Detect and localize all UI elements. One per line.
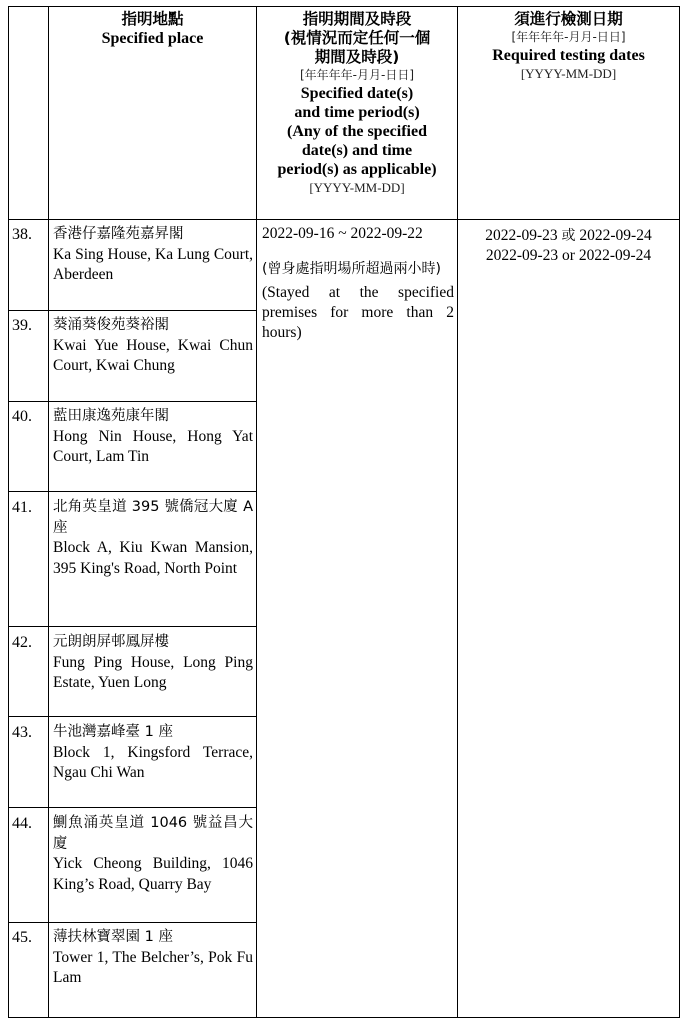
header-period-zh-2: (視情況而定任何一個 [283,29,431,47]
header-place-en: Specified place [101,30,204,47]
place-name-zh: 元朗朗屏邨鳳屏樓 [53,634,169,650]
header-period-en-3: (Any of the specified [287,123,427,140]
row-divider [8,807,257,808]
place-name-en: Yick Cheong Building, 1046 King’s Road, Quarry Bay [53,855,253,893]
header-testing-zh: 須進行檢測日期 [514,10,623,28]
row-divider [8,716,257,717]
row-number: 38. [12,226,32,243]
row-number: 39. [12,317,32,334]
place-name-zh: 牛池灣嘉峰臺 1 座 [53,724,173,740]
row-number: 44. [12,815,32,832]
table-row [49,315,256,377]
header-period-zh-1: 指明期間及時段 [302,10,412,28]
place-name-en: Block A, Kiu Kwan Mansion, 395 King's Road, North Point [53,539,253,577]
header-period-zh-3: 期間及時段) [314,48,400,66]
specified-period-cell [257,224,457,343]
place-name-en: Kwai Yue House, Kwai Chun Court, Kwai Chung [53,336,253,374]
table-row [49,406,256,468]
stay-note-zh: (曾身處指明場所超過兩小時) [262,261,441,277]
header-specified-place [49,10,256,48]
header-period-format-en: [YYYY-MM-DD] [309,180,405,195]
row-number: 45. [12,929,32,946]
place-name-en: Fung Ping House, Long Ping Estate, Yuen Long [53,653,253,691]
place-name-zh: 北角英皇道 395 號僑冠大廈 A 座 [53,499,253,536]
row-number: 40. [12,408,32,425]
header-period-en-5: period(s) as applicable) [277,161,437,178]
place-name-en: Hong Nin House, Hong Yat Court, Lam Tin [53,427,253,465]
column-divider-period [457,6,458,1018]
table-row [49,927,256,989]
header-place-zh: 指明地點 [121,10,184,28]
row-divider [8,626,257,627]
header-divider [8,219,680,220]
testing-notice-table [8,6,680,1018]
header-testing-format-zh: [年年年年-月月-日日] [511,30,626,44]
place-name-zh: 薄扶林寶翠園 1 座 [53,929,173,945]
header-testing-dates [458,10,679,82]
place-name-en: Block 1, Kingsford Terrace, Ngau Chi Wan [53,743,253,781]
row-divider [8,922,257,923]
place-name-zh: 葵涌葵俊苑葵裕閣 [53,317,169,333]
header-testing-en: Required testing dates [492,47,645,64]
header-period-en-4: date(s) and time [301,142,413,159]
row-number: 42. [12,634,32,651]
row-divider [8,401,257,402]
header-testing-format-en: [YYYY-MM-DD] [520,66,617,81]
place-name-zh: 香港仔嘉隆苑嘉昇閣 [53,226,184,242]
date-range: 2022-09-16 ~ 2022-09-22 [262,225,423,242]
row-number: 43. [12,724,32,741]
header-period-en-1: Specified date(s) [300,85,414,102]
table-row [49,722,256,784]
place-name-zh: 鰂魚涌英皇道 1046 號益昌大廈 [53,815,253,852]
row-divider [8,491,257,492]
place-name-en: Ka Sing House, Ka Lung Court, Aberdeen [53,245,253,283]
row-divider [8,310,257,311]
row-number: 41. [12,499,32,516]
place-name-zh: 藍田康逸苑康年閣 [53,408,169,424]
header-period-format-zh: [年年年年-月月-日日] [299,68,415,82]
place-name-en: Tower 1, The Belcher’s, Pok Fu Lam [53,948,253,986]
testing-date-first: 2022-09-23 [485,227,558,244]
stay-note-en: (Stayed at the specified premises for more than 2 hours) [262,284,454,341]
table-row [49,224,256,286]
header-period-en-2: and time period(s) [294,104,420,121]
header-specified-period [257,10,457,196]
required-testing-dates-cell [458,226,679,266]
testing-or-zh: 或 [561,228,576,244]
testing-date-second: 2022-09-24 [579,227,652,244]
testing-dates-en: 2022-09-23 or 2022-09-24 [485,247,652,264]
table-row [49,813,256,895]
table-row [49,632,256,694]
table-row [49,497,256,579]
testing-dates-zh [458,226,679,246]
